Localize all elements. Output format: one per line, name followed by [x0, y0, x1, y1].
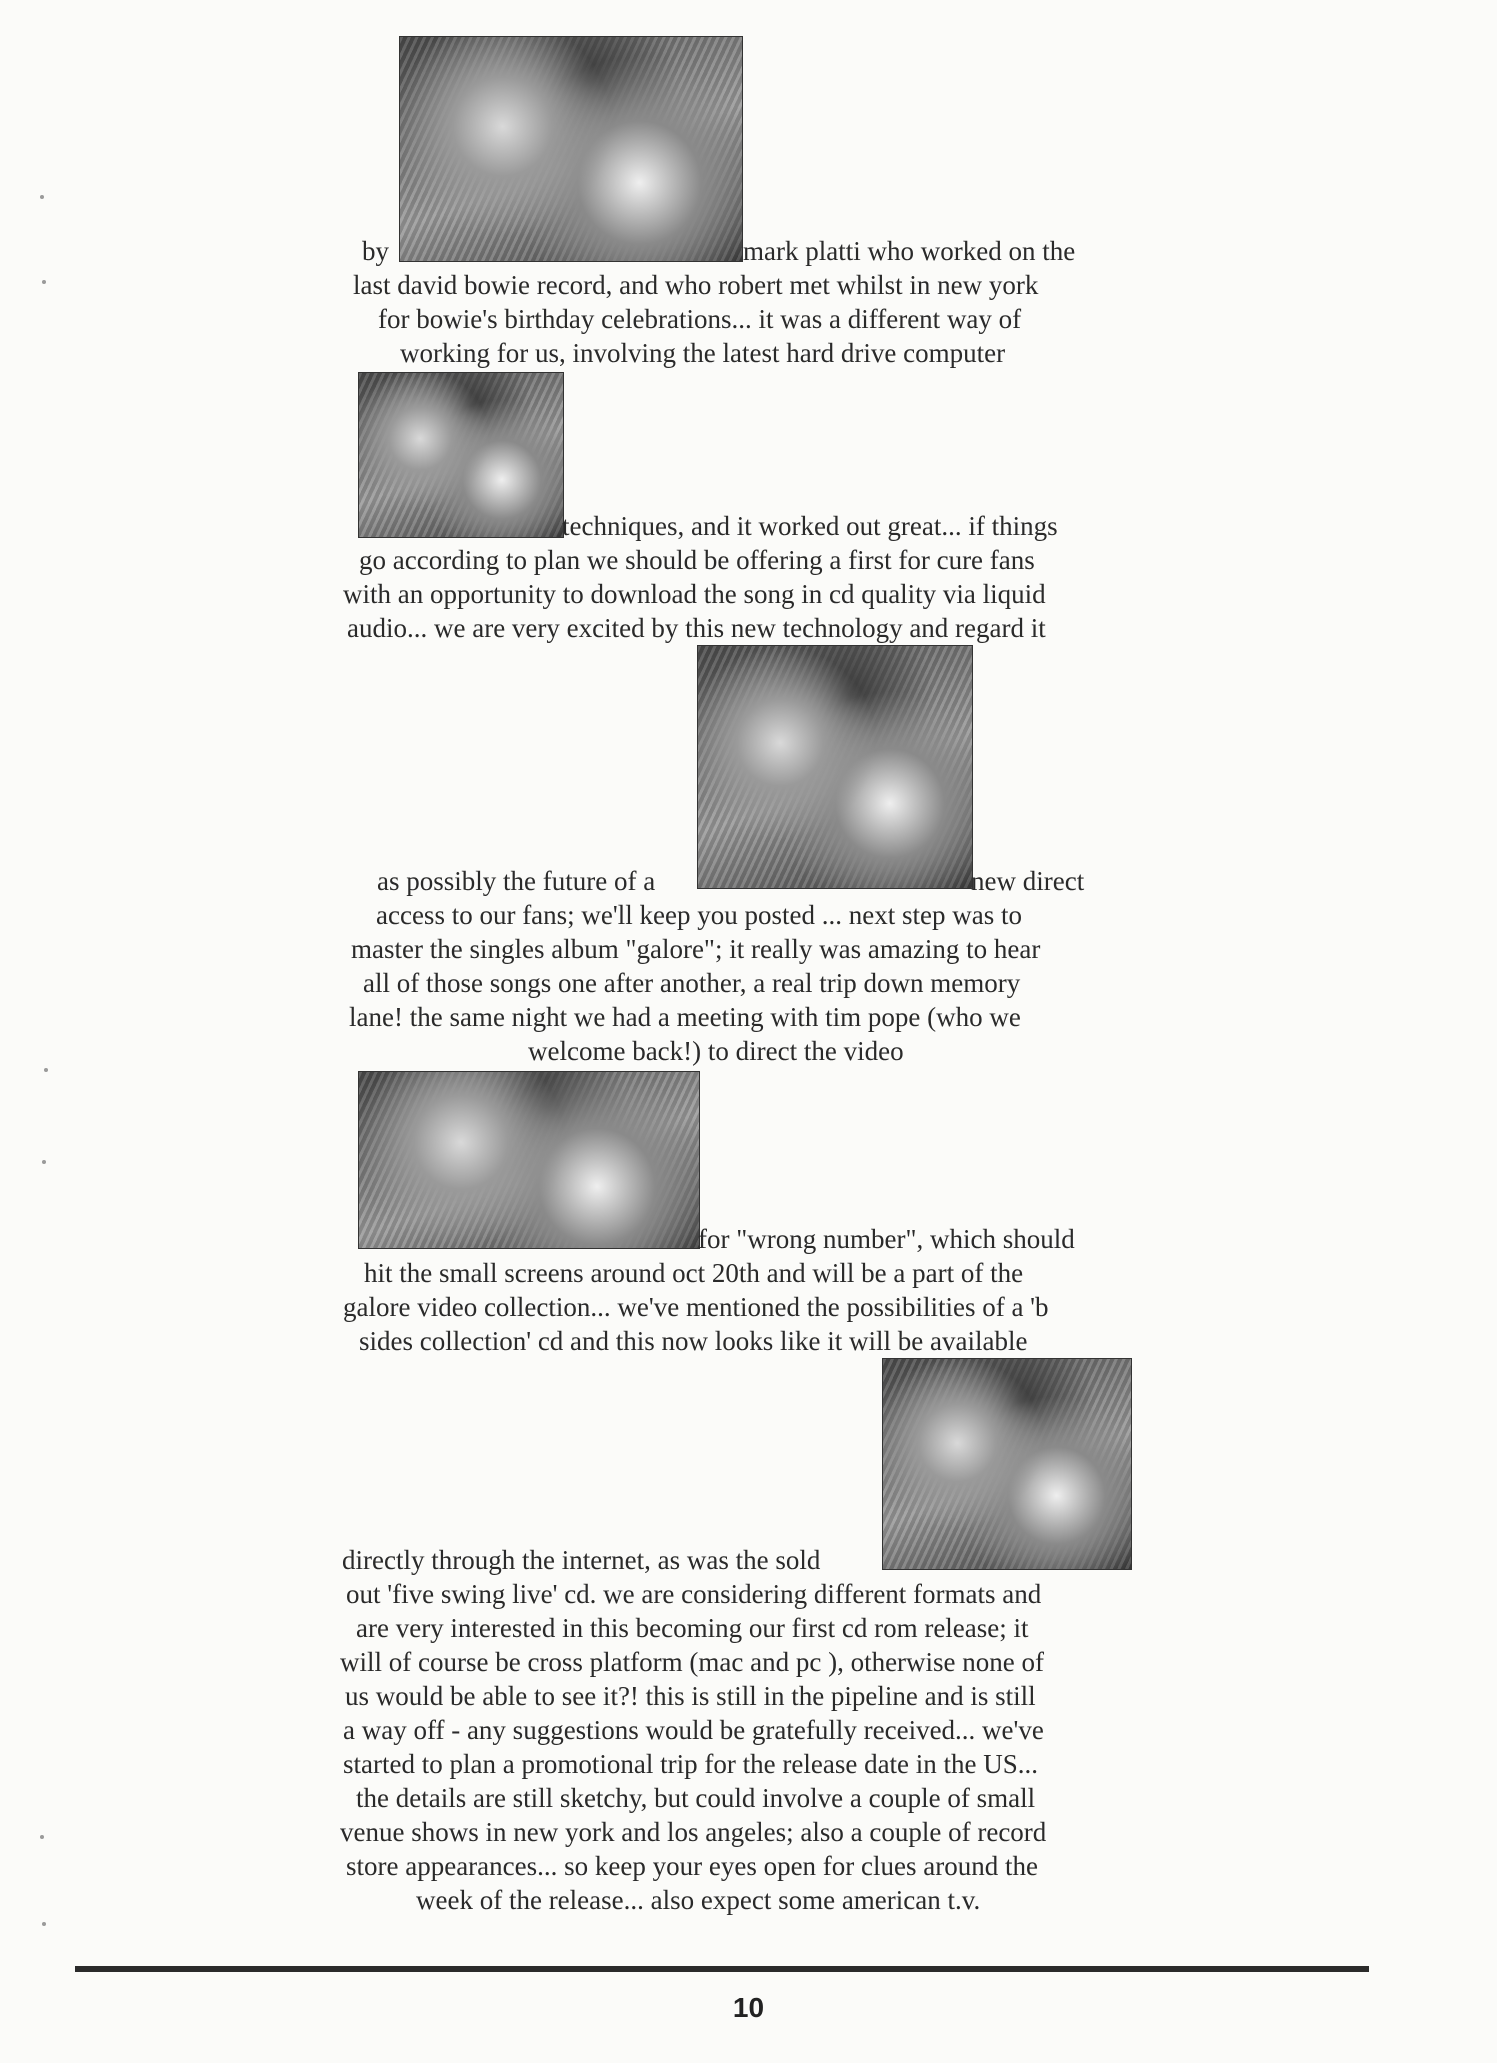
live-photo-guitar-player — [882, 1358, 1132, 1570]
text-line-1a: mark platti who worked on the — [743, 236, 1076, 266]
text-line-26a: the details are still sketchy, but could involve a couple of small — [356, 1783, 1036, 1813]
text-line-18a: sides collection' cd and this now looks like it will be available — [359, 1326, 1028, 1356]
text-line-20a: out 'five swing live' cd. we are considering different formats and — [346, 1579, 1042, 1609]
scan-speck — [40, 1835, 44, 1839]
text-line-19a: directly through the internet, as was the sold — [342, 1545, 821, 1575]
text-line-8a: audio... we are very excited by this new technology and regard it — [347, 613, 1046, 643]
scan-speck — [44, 1068, 48, 1072]
studio-photo-reclining-man — [358, 1071, 700, 1249]
text-line-4a: working for us, involving the latest hard drive computer — [400, 338, 1006, 368]
text-line-29a: week of the release... also expect some american t.v. — [416, 1885, 981, 1915]
text-line-11a: master the singles album "galore"; it really was amazing to hear — [351, 934, 1041, 964]
text-line-5a: techniques, and it worked out great... if things — [562, 511, 1058, 541]
text-line-12a: all of those songs one after another, a real trip down memory — [363, 968, 1021, 998]
text-line-3a: for bowie's birthday celebrations... it was a different way of — [378, 304, 1022, 334]
text-line-27a: venue shows in new york and los angeles; also a couple of record — [340, 1817, 1047, 1847]
page-number: 10 — [732, 1992, 765, 2023]
text-line-7a: with an opportunity to download the song in cd quality via liquid — [343, 579, 1046, 609]
text-line-13a: lane! the same night we had a meeting with tim pope (who we — [349, 1002, 1021, 1032]
text-line-15a: for "wrong number", which should — [698, 1224, 1075, 1254]
text-line-22a: will of course be cross platform (mac and pc ), otherwise none of — [340, 1647, 1045, 1677]
text-line-24a: a way off - any suggestions would be gratefully received... we've — [343, 1715, 1044, 1745]
text-line-14a: welcome back!) to direct the video — [528, 1036, 904, 1066]
scan-speck — [42, 280, 46, 284]
text-line-9b: new direct — [971, 866, 1085, 896]
studio-photo-keyboard — [399, 36, 743, 262]
text-line-9a: as possibly the future of a — [377, 866, 656, 896]
text-line-10a: access to our fans; we'll keep you posted ... next step was to — [376, 900, 1022, 930]
text-line-16a: hit the small screens around oct 20th and will be a part of the — [364, 1258, 1024, 1288]
studio-photo-guitarist — [697, 645, 973, 889]
scan-speck — [42, 1160, 46, 1164]
footer-rule — [75, 1966, 1369, 1972]
text-line-25a: started to plan a promotional trip for the release date in the US... — [343, 1749, 1039, 1779]
text-line-2a: last david bowie record, and who robert met whilst in new york — [353, 270, 1039, 300]
studio-photo-mixing-desk — [358, 372, 564, 538]
text-line-17a: galore video collection... we've mentioned the possibilities of a 'b — [343, 1292, 1049, 1322]
scan-speck — [40, 195, 44, 199]
text-line-21a: are very interested in this becoming our first cd rom release; it — [356, 1613, 1029, 1643]
text-line-23a: us would be able to see it?! this is still in the pipeline and is still — [345, 1681, 1036, 1711]
text-line-6a: go according to plan we should be offering a first for cure fans — [359, 545, 1035, 575]
text-line-28a: store appearances... so keep your eyes open for clues around the — [346, 1851, 1038, 1881]
scan-speck — [42, 1922, 46, 1926]
text-word-by: by — [362, 236, 389, 266]
